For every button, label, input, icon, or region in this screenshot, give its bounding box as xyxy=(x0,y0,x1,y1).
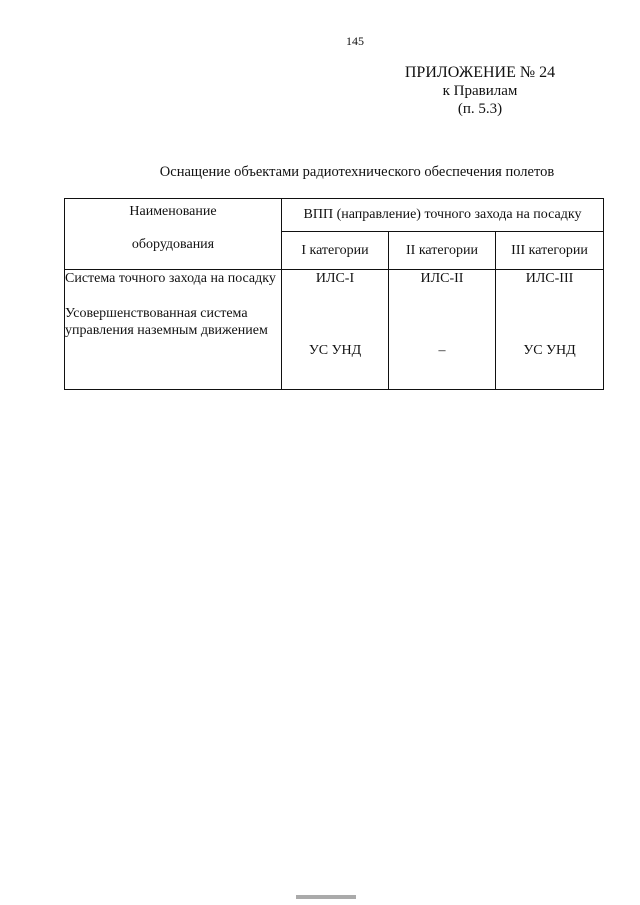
category-1-header: I категории xyxy=(282,232,389,270)
name-header-line1: Наименование xyxy=(129,204,217,219)
row-1-cat-2-value: ИЛС-II xyxy=(420,271,464,286)
document-title: Оснащение объектами радиотехнического обеспечения полетов xyxy=(159,164,555,180)
row-1-name: Система точного захода на посадку xyxy=(65,271,276,286)
page-number: 145 xyxy=(346,34,364,48)
name-column-header xyxy=(65,199,282,270)
equipment-table xyxy=(64,198,604,390)
category-3-header: III категории xyxy=(496,232,604,270)
appendix-reference: к Правилам xyxy=(442,83,518,99)
category-3-values-cell xyxy=(496,270,604,390)
row-2-cat-2-value: – xyxy=(438,343,446,358)
category-1-values-cell xyxy=(282,270,389,390)
row-1-cat-1-value: ИЛС-I xyxy=(315,271,355,286)
scan-smudge xyxy=(296,895,356,899)
row-1-cat-3-value: ИЛС-III xyxy=(525,271,574,286)
equipment-names-cell xyxy=(65,270,282,390)
row-2-cat-1-value: УС УНД xyxy=(308,343,362,358)
appendix-block xyxy=(380,64,580,118)
row-2-cat-3-value: УС УНД xyxy=(523,343,576,358)
appendix-clause: (п. 5.3) xyxy=(457,101,503,117)
runway-group-header: ВПП (направление) точного захода на посадку xyxy=(282,199,604,232)
category-2-values-cell xyxy=(389,270,496,390)
table-row xyxy=(65,270,604,390)
row-2-name: Усовершенствованная система управления наземным движением xyxy=(65,306,268,338)
name-header-line2: оборудования xyxy=(131,237,215,252)
appendix-heading: ПРИЛОЖЕНИЕ № 24 xyxy=(404,64,556,81)
category-2-header: II категории xyxy=(389,232,496,270)
